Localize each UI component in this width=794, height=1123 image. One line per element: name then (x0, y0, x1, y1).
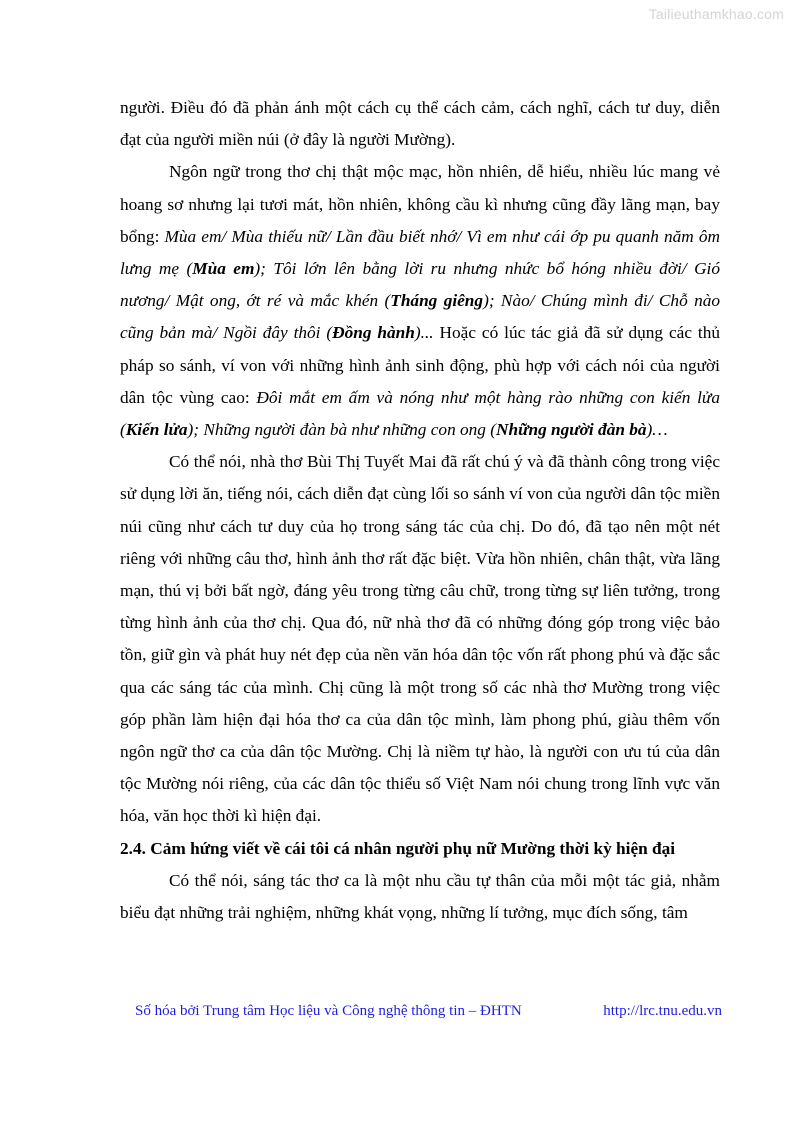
quote-6: ); Những người đàn bà như những con ong ( (187, 420, 497, 440)
footer-url: http://lrc.tnu.edu.vn (603, 1003, 722, 1019)
poem-title-nhung-nguoi-dan-ba: Những người đàn bà (496, 420, 647, 440)
paragraph-2-text-2: Hoặc có lúc tác giả đã sử dụng các thủ pháp so sánh, ví von với những hình ảnh sinh động, phù hợp với cách nói của người dân tộc vùng cao: (120, 323, 720, 407)
poem-title-kien-lua: Kiến lửa (125, 420, 188, 440)
section-heading: 2.4. Cảm hứng viết về cái tôi cá nhân người phụ nữ Mường thời kỳ hiện đại (120, 838, 676, 858)
poem-title-thang-gieng: Tháng giêng (390, 291, 484, 311)
paragraph-3: Có thể nói, nhà thơ Bùi Thị Tuyết Mai đã rất chú ý và đã thành công trong việc sử dụng lời ăn, tiếng nói, cách diễn đạt cùng lối so sánh ví von của người dân tộc miền núi cũng như cách tư duy của họ trong sáng tác của chị. Do đó, đã tạo nên một nét riêng với những câu thơ, hình ảnh thơ rất đặc biệt. Vừa hồn nhiên, chân thật, vừa lãng mạn, thú vị bởi bất ngờ, đáng yêu trong từng câu chữ, trong từng sự liên tưởng, trong từng hình ảnh của thơ chị. Qua đó, nữ nhà thơ đã có những đóng góp trong việc bảo tồn, giữ gìn và phát huy nét đẹp của nền văn hóa dân tộc vốn rất phong phú và đặc sắc qua các sáng tác của mình. Chị cũng là một trong số các nhà thơ Mường trong việc góp phần làm hiện đại hóa thơ ca của dân tộc mình, làm phong phú, giàu thêm vốn ngôn ngữ thơ ca của dân tộc Mường. Chị là niềm tự hào, là người con ưu tú của dân tộc Mường nói riêng, của các dân tộc thiểu số Việt Nam nói chung trong lĩnh vực văn hóa, văn học thời kì hiện đại. (120, 452, 720, 826)
paragraph-2-text-1: Ngôn ngữ trong thơ chị thật mộc mạc, hồn nhiên, dễ hiểu, nhiều lúc mang vẻ hoang sơ nhưng lại tươi mát, hồn nhiên, không cầu kì nhưng cũng đầy lãng mạn, bay bổng: (120, 162, 720, 246)
paragraph-2 (120, 156, 720, 446)
quote-4: )... (414, 323, 434, 343)
poem-title-dong-hanh: Đồng hành (332, 323, 415, 343)
footer-source: Số hóa bởi Trung tâm Học liệu và Công nghệ thông tin – ĐHTN (135, 1003, 522, 1019)
paragraph-1: người. Điều đó đã phản ánh một cách cụ thể cách cảm, cách nghĩ, cách tư duy, diễn đạt của người miền núi (ở đây là người Mường). (120, 98, 720, 150)
quote-7: )… (646, 420, 668, 440)
watermark: Tailieuthamkhao.com (648, 6, 784, 22)
document-body (120, 92, 720, 929)
paragraph-4: Có thể nói, sáng tác thơ ca là một nhu cầu tự thân của mỗi một tác giả, nhằm biểu đạt những trải nghiệm, những khát vọng, những lí tưởng, mục đích sống, tâm (120, 870, 720, 923)
quote-3: ); Nào/ Chúng mình đi/ Chỗ nào cũng bản mà/ Ngồi đây thôi ( (120, 291, 720, 343)
quote-2: ); Tôi lớn lên bằng lời ru nhưng nhức bổ hóng nhiều đời/ Gió nương/ Mật ong, ớt ré và mắc khén ( (120, 259, 720, 311)
quote-5: Đôi mắt em ấm và nóng như một hàng rào những con kiến lửa ( (120, 387, 720, 440)
poem-title-mua-em: Mùa em (192, 259, 255, 279)
quote-1: Mùa em/ Mùa thiếu nữ/ Lần đầu biết nhớ/ Vì em như cái ớp pu quanh năm ôm lưng mẹ ( (120, 226, 720, 279)
